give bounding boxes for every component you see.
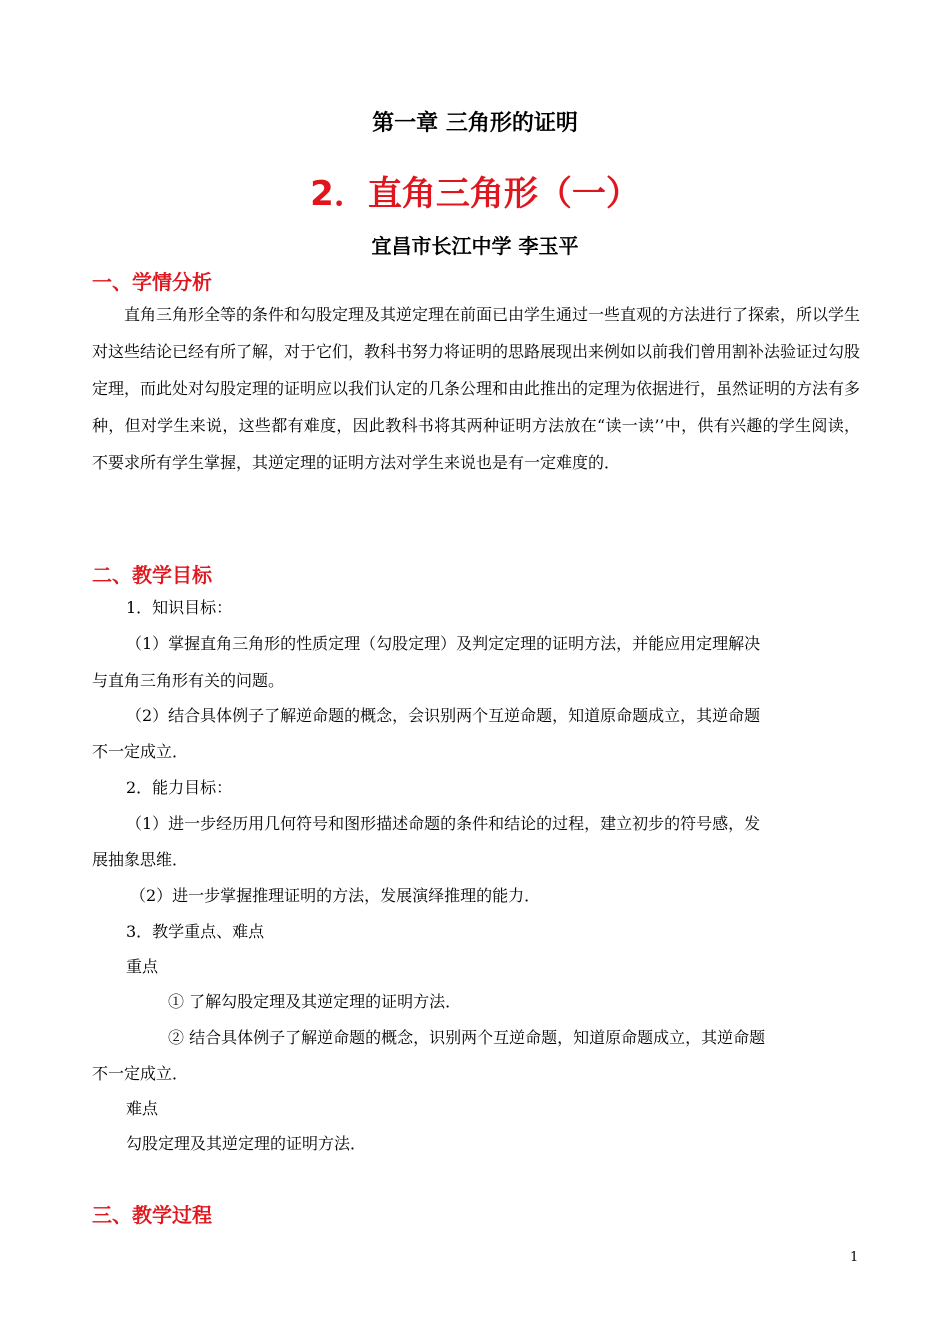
ability-item-2: （2）进一步掌握推理证明的方法，发展演绎推理的能力． (130, 886, 541, 905)
section-heading-objectives: 二、教学目标 (92, 563, 212, 587)
chapter-title: 第一章 三角形的证明 (372, 111, 578, 136)
knowledge-objective-title: 1．知识目标： (126, 598, 233, 617)
knowledge-item-1-line2: 与直角三角形有关的问题。 (92, 671, 285, 690)
knowledge-item-1-line1: （1）掌握直角三角形的性质定理（勾股定理）及判定定理的证明方法，并能应用定理解决 (126, 634, 761, 653)
key-point-1: ① 了解勾股定理及其逆定理的证明方法． (168, 992, 462, 1011)
knowledge-item-2-line1: （2）结合具体例子了解逆命题的概念，会识别两个互逆命题，知道原命题成立，其逆命题 (126, 706, 761, 725)
key-point-2-line1: ② 结合具体例子了解逆命题的概念，识别两个互逆命题，知道原命题成立，其逆命题 (168, 1028, 766, 1047)
key-points-title: 3．教学重点、难点 (126, 922, 265, 941)
section-heading-analysis: 一、学情分析 (92, 270, 212, 294)
key-point-2-line2: 不一定成立． (92, 1064, 189, 1083)
difficulty-label: 难点 (126, 1099, 159, 1118)
difficulty-text: 勾股定理及其逆定理的证明方法． (126, 1134, 367, 1153)
analysis-paragraph: 直角三角形全等的条件和勾股定理及其逆定理在前面已由学生通过一些直观的方法进行了探索，所以学生对这些结论已经有所了解，对于它们，教科书努力将证明的思路展现出来例如以前我们曾用割补法验证过勾股定理，而此处对勾股定理的证明应以我们认定的几条公理和由此推出的定理为依据进行，虽然证明的方法有多种，但对学生来说，这些都有难度，因此教科书将其两种证明方法放在“读一读’’中，供有兴趣的学生阅读，不要求所有学生掌握，其逆定理的证明方法对学生来说也是有一定难度的． (92, 305, 861, 472)
knowledge-item-2-line2: 不一定成立． (92, 742, 189, 761)
ability-item-1-line1: （1）进一步经历用几何符号和图形描述命题的条件和结论的过程，建立初步的符号感，发 (126, 814, 761, 833)
key-point-label: 重点 (126, 957, 159, 976)
author-line: 宜昌市长江中学 李玉平 (371, 234, 579, 258)
section-heading-process: 三、教学过程 (92, 1203, 212, 1227)
ability-objective-title: 2．能力目标： (126, 778, 233, 797)
page-number: 1 (850, 1250, 859, 1265)
lesson-title: 2．直角三角形（一） (310, 174, 640, 214)
ability-item-1-line2: 展抽象思维． (92, 850, 189, 869)
